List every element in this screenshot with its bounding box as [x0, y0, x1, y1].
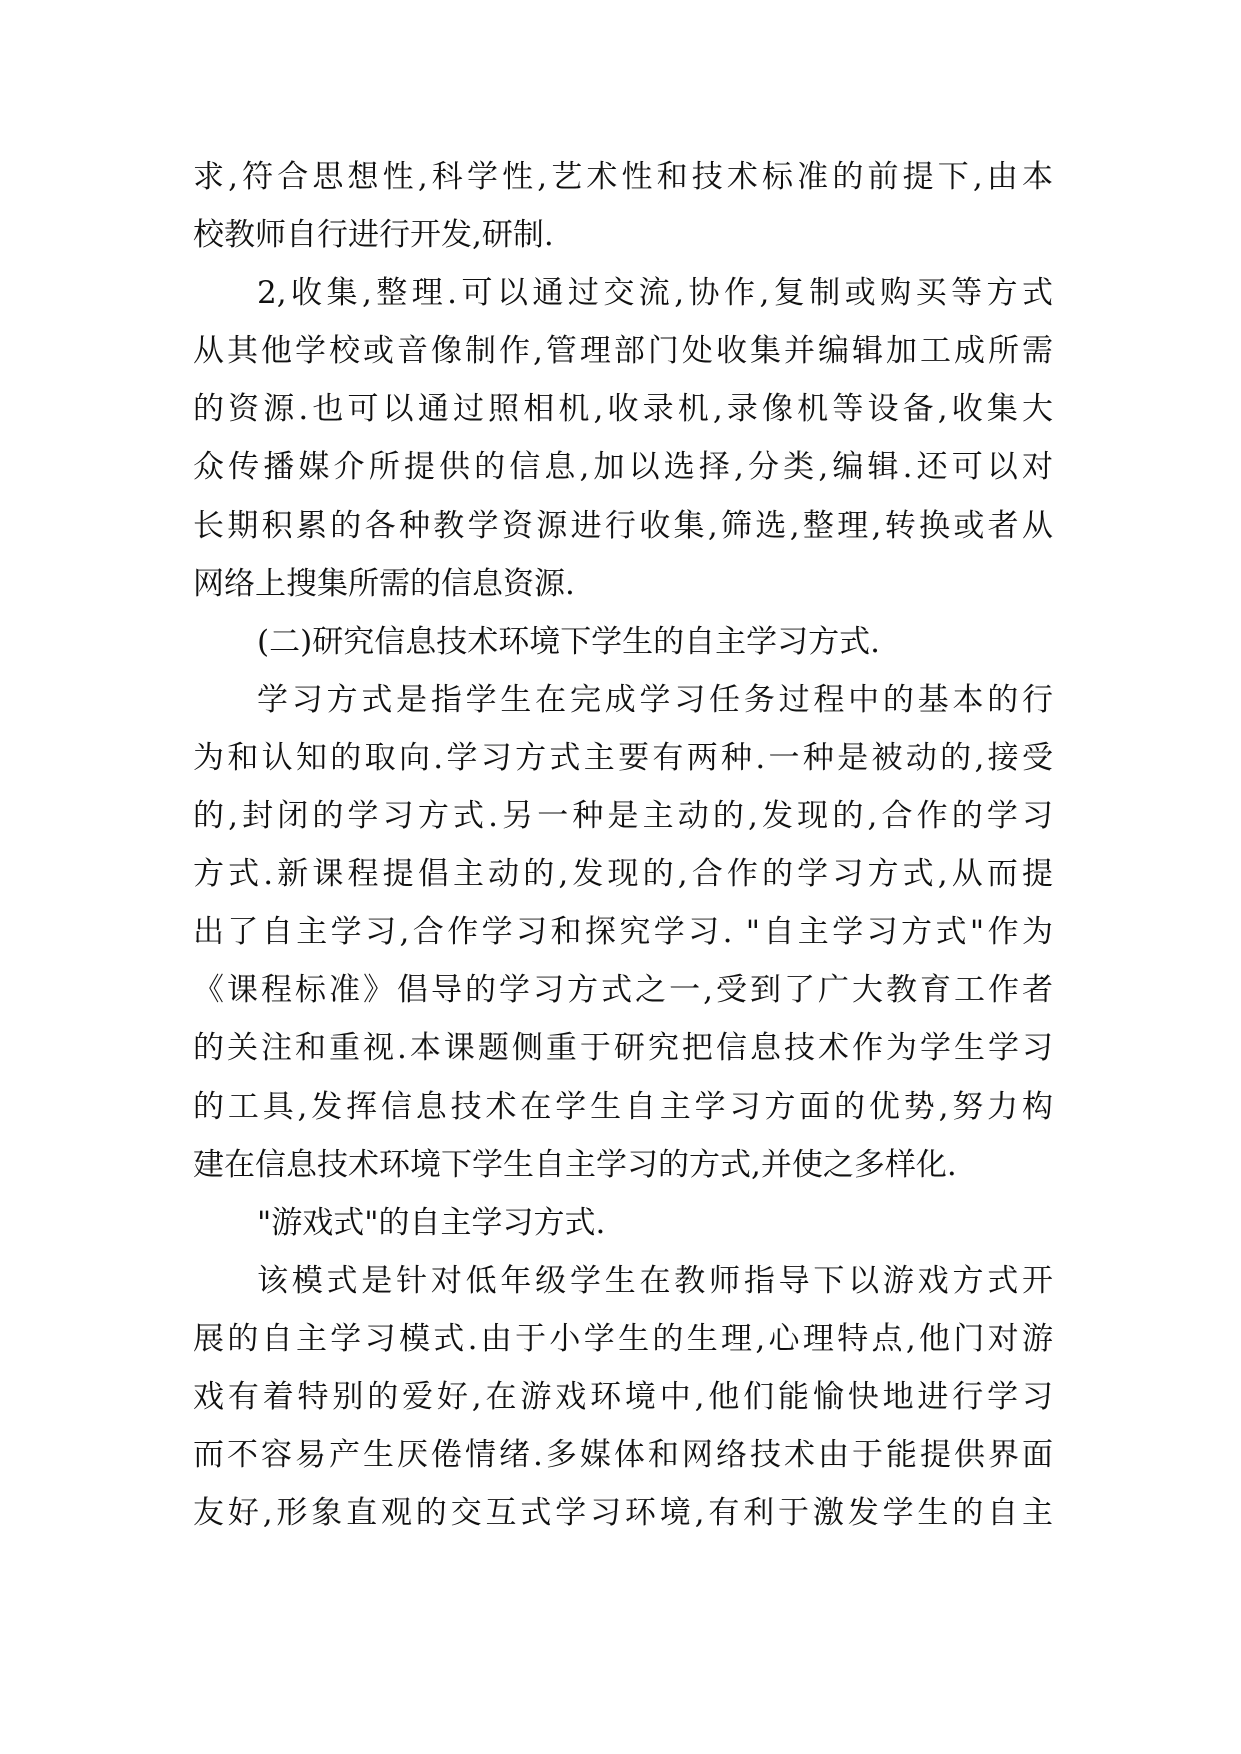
text-line: 出了自主学习,合作学习和探究学习. "自主学习方式"作为	[193, 914, 1053, 951]
section-heading: (二)研究信息技术环境下学生的自主学习方式.	[257, 623, 881, 660]
text-line: 的资源.也可以通过照相机,收录机,录像机等设备,收集大	[193, 391, 1053, 428]
text-line: 求,符合思想性,科学性,艺术性和技术标准的前提下,由本	[193, 159, 1053, 195]
text-line: 《课程标准》倡导的学习方式之一,受到了广大教育工作者	[193, 972, 1053, 1009]
document-page	[193, 148, 1053, 1542]
paragraph-start-line: 2,收集,整理.可以通过交流,协作,复制或购买等方式	[257, 275, 1053, 312]
text-line: 的关注和重视.本课题侧重于研究把信息技术作为学生学习	[193, 1030, 1053, 1067]
text-line: 长期积累的各种教学资源进行收集,筛选,整理,转换或者从	[193, 507, 1053, 544]
text-line: 为和认知的取向.学习方式主要有两种.一种是被动的,接受	[193, 739, 1053, 776]
text-line: 网络上搜集所需的信息资源.	[193, 565, 575, 602]
text-line: 的,封闭的学习方式.另一种是主动的,发现的,合作的学习	[193, 798, 1053, 835]
text-line: 校教师自行进行开发,研制.	[193, 217, 554, 254]
subsection-heading: "游戏式"的自主学习方式.	[257, 1204, 606, 1241]
text-line: 众传播媒介所提供的信息,加以选择,分类,编辑.还可以对	[193, 449, 1053, 486]
paragraph-start-line: 该模式是针对低年级学生在教师指导下以游戏方式开	[257, 1262, 1053, 1299]
text-line: 戏有着特别的爱好,在游戏环境中,他们能愉快地进行学习	[193, 1378, 1053, 1415]
paragraph-start-line: 学习方式是指学生在完成学习任务过程中的基本的行	[257, 681, 1053, 718]
text-line: 方式.新课程提倡主动的,发现的,合作的学习方式,从而提	[193, 856, 1053, 893]
text-line: 友好,形象直观的交互式学习环境,有利于激发学生的自主	[193, 1495, 1053, 1532]
text-line: 建在信息技术环境下学生自主学习的方式,并使之多样化.	[193, 1146, 957, 1183]
text-line: 展的自主学习模式.由于小学生的生理,心理特点,他门对游	[193, 1320, 1053, 1357]
text-line: 的工具,发挥信息技术在学生自主学习方面的优势,努力构	[193, 1088, 1053, 1125]
text-line: 而不容易产生厌倦情绪.多媒体和网络技术由于能提供界面	[193, 1437, 1053, 1474]
text-line: 从其他学校或音像制作,管理部门处收集并编辑加工成所需	[193, 333, 1053, 370]
